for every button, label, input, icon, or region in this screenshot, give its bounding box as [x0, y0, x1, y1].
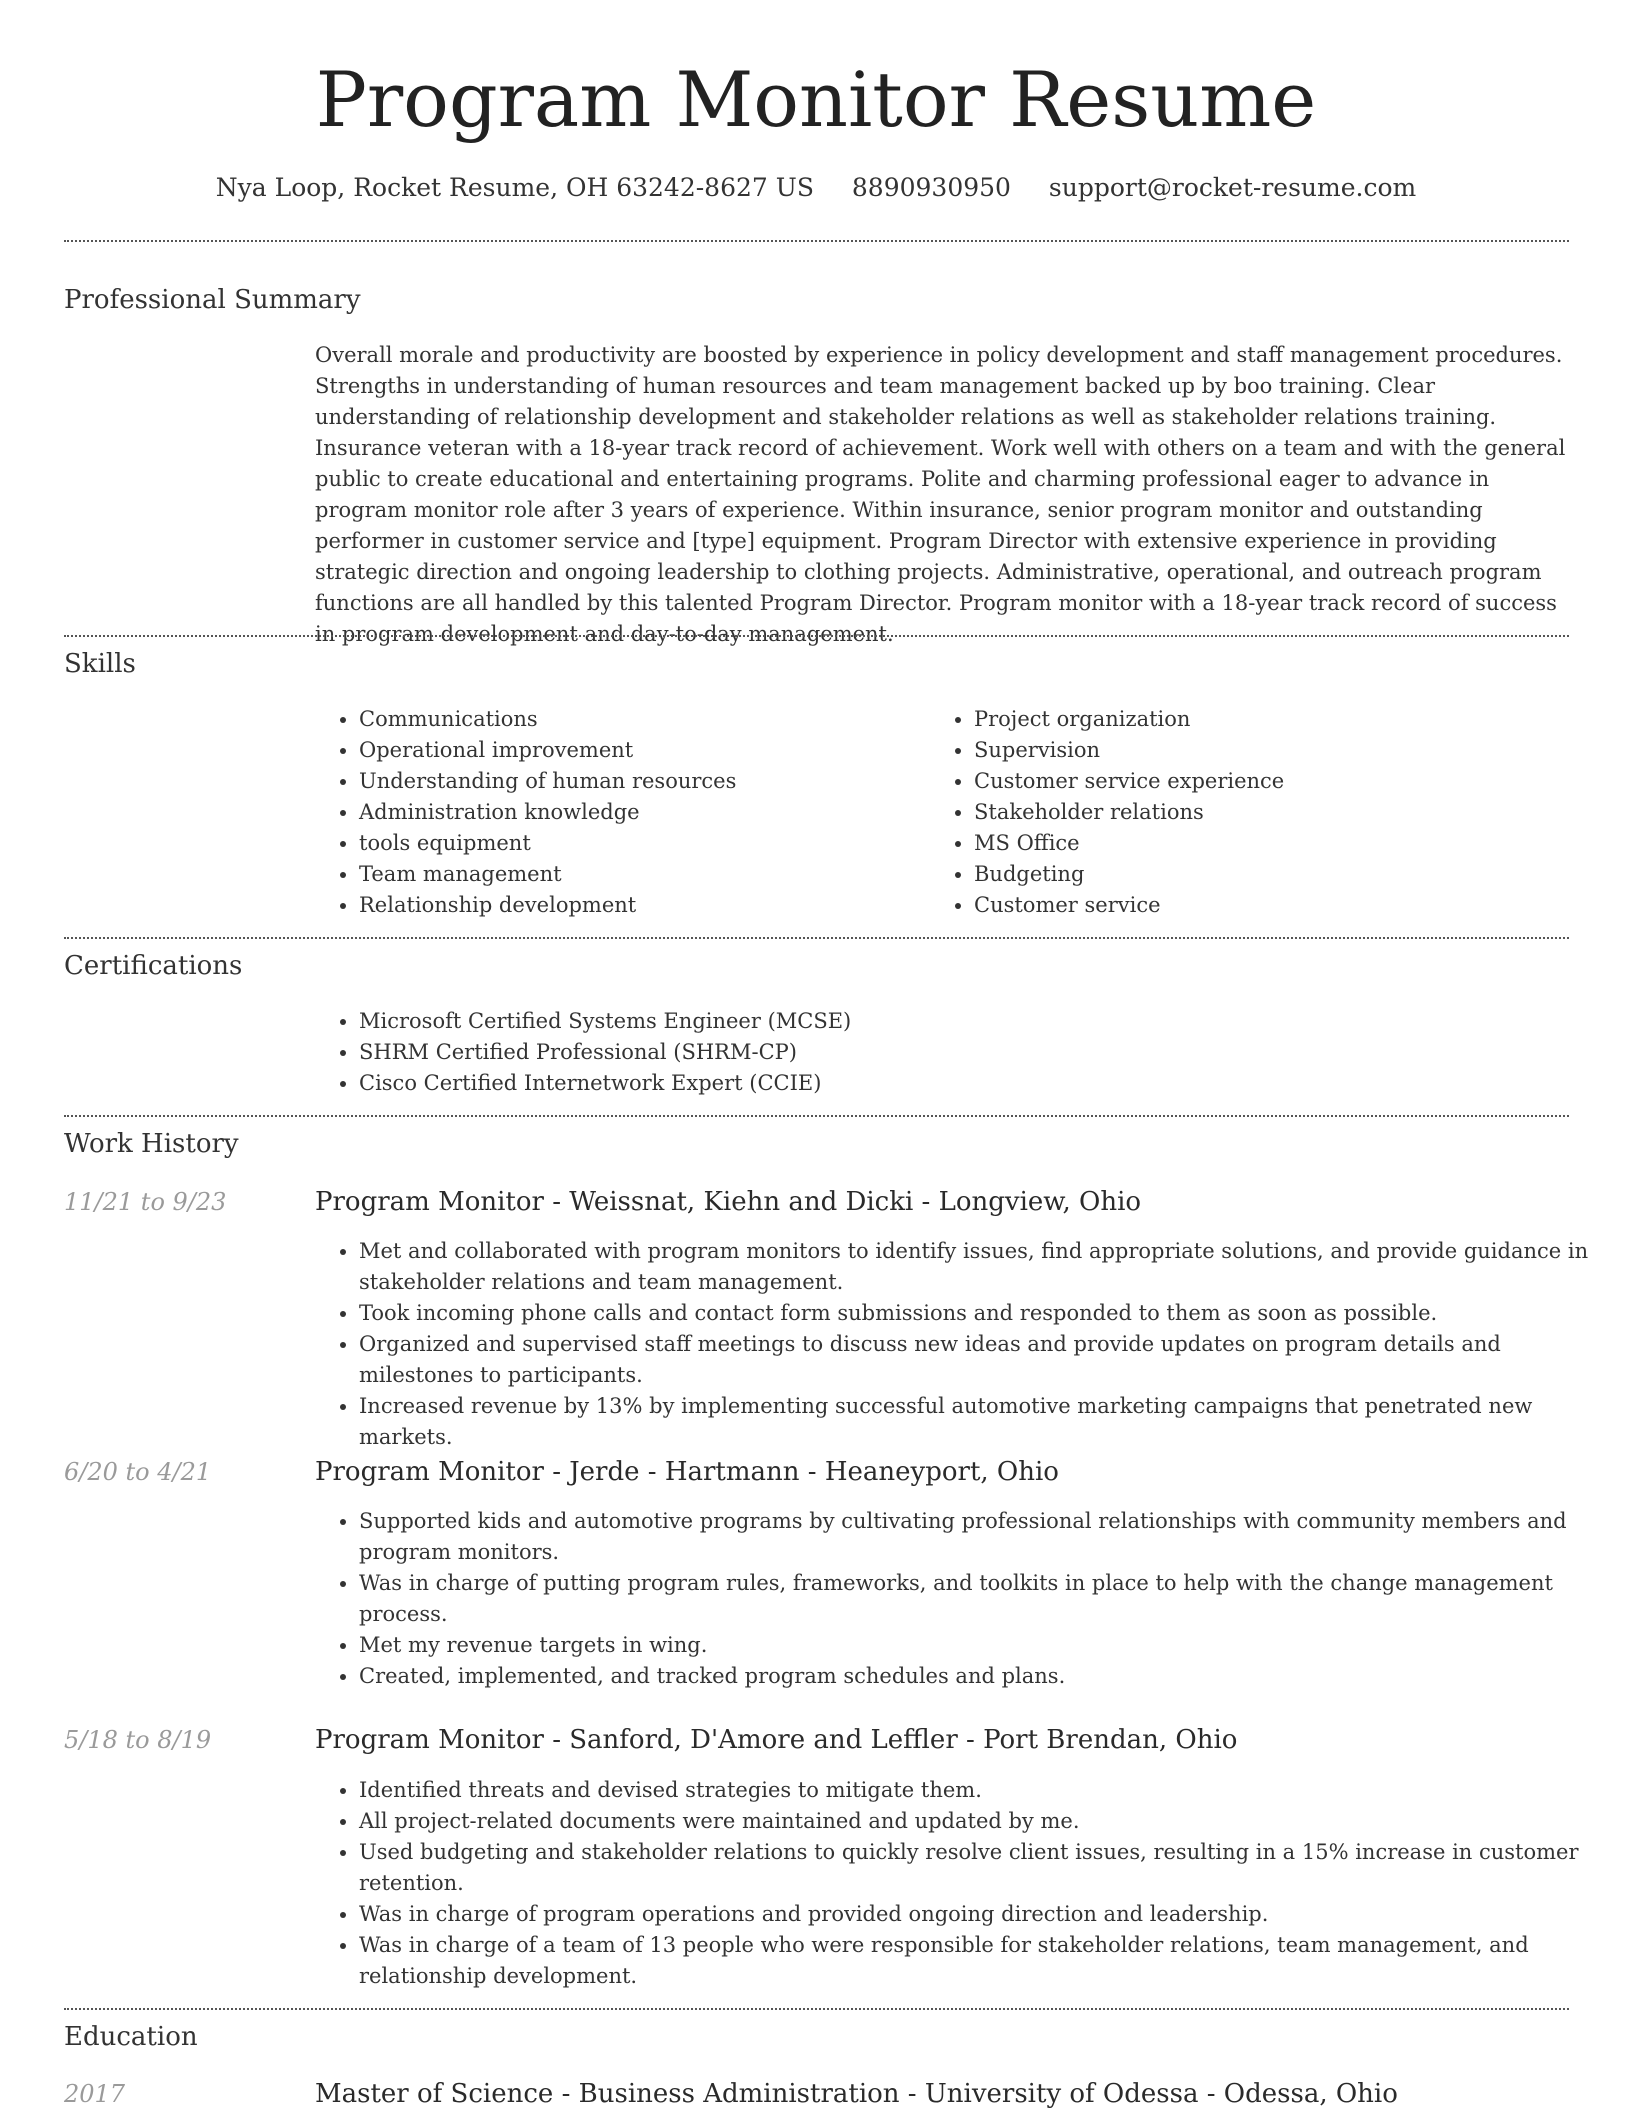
job-bullets [315, 1506, 1613, 1692]
job-dates: 6/20 to 4/21 [64, 1458, 212, 1486]
skill-item: • Customer service experience [974, 766, 1574, 797]
skill-item: • Relationship development [359, 890, 919, 921]
job-bullet: • Identified threats and devised strategies to mitigate them. [359, 1775, 1613, 1806]
skills-list-left [315, 704, 919, 921]
skill-item: • tools equipment [359, 828, 919, 859]
education-year: 2017 [64, 2080, 126, 2108]
skill-item: • MS Office [974, 828, 1574, 859]
job-title: Program Monitor - Jerde - Hartmann - Heaneyport, Ohio [315, 1457, 1059, 1487]
job-dates: 5/18 to 8/19 [64, 1726, 212, 1754]
job-bullet: • Supported kids and automotive programs by cultivating professional relationships with community members and program monitors. [359, 1506, 1613, 1568]
skill-item: • Customer service [974, 890, 1574, 921]
job-title: Program Monitor - Sanford, D'Amore and Leffler - Port Brendan, Ohio [315, 1725, 1238, 1755]
skill-item: • Understanding of human resources [359, 766, 919, 797]
summary-heading: Professional Summary [64, 285, 361, 315]
skill-item: • Stakeholder relations [974, 797, 1574, 828]
job-bullet: • Was in charge of putting program rules, frameworks, and toolkits in place to help with the change management process. [359, 1568, 1613, 1630]
skill-item: • Budgeting [974, 859, 1574, 890]
job-bullets [315, 1236, 1613, 1453]
job-bullet: • Was in charge of a team of 13 people who were responsible for stakeholder relations, team management, and relationship development. [359, 1930, 1613, 1992]
job-bullet: • Organized and supervised staff meetings to discuss new ideas and provide updates on program details and milestones to participants. [359, 1329, 1613, 1391]
job-bullet: • Increased revenue by 13% by implementing successful automotive marketing campaigns that penetrated new markets. [359, 1391, 1613, 1453]
job-bullet: • Was in charge of program operations and provided ongoing direction and leadership. [359, 1899, 1613, 1930]
job-bullet: • Met my revenue targets in wing. [359, 1630, 1613, 1661]
section-divider [64, 635, 1569, 637]
job-bullet: • All project-related documents were maintained and updated by me. [359, 1806, 1613, 1837]
contact-phone: 8890930950 [851, 173, 1011, 202]
skill-item: • Administration knowledge [359, 797, 919, 828]
section-divider [64, 1115, 1569, 1117]
job-bullet: • Created, implemented, and tracked program schedules and plans. [359, 1661, 1613, 1692]
skill-item: • Project organization [974, 704, 1574, 735]
job-title: Program Monitor - Weissnat, Kiehn and Dicki - Longview, Ohio [315, 1187, 1142, 1217]
job-bullet: • Took incoming phone calls and contact form submissions and responded to them as soon as possible. [359, 1298, 1613, 1329]
contact-address: Nya Loop, Rocket Resume, OH 63242-8627 US [215, 173, 814, 202]
education-title: Master of Science - Business Administration - University of Odessa - Odessa, Ohio [315, 2079, 1398, 2109]
certification-item: • Microsoft Certified Systems Engineer (MCSE) [359, 1006, 1559, 1037]
summary-text: Overall morale and productivity are boosted by experience in policy development and staff management procedures. Strengths in understanding of human resources and team management backed up by boo training. Clear understanding of relationship development and stakeholder relations as well as stakeholder relations training. Insurance veteran with a 18-year track record of achievement. Work well with others on a team and with the general public to create educational and entertaining programs. Polite and charming professional eager to advance in program monitor role after 3 years of experience. Within insurance, senior program monitor and outstanding performer in customer service and [type] equipment. Program Director with extensive experience in providing strategic direction and ongoing leadership to clothing projects. Administrative, operational, and outreach program functions are all handled by this talented Program Director. Program monitor with a 18-year track record of success in program development and day-to-day management. [315, 343, 1566, 646]
certifications-heading: Certifications [64, 951, 243, 981]
skill-item: • Communications [359, 704, 919, 735]
job-bullet: • Met and collaborated with program monitors to identify issues, find appropriate solutions, and provide guidance in stakeholder relations and team management. [359, 1236, 1613, 1298]
skill-item: • Supervision [974, 735, 1574, 766]
certifications-list [315, 1006, 1559, 1099]
resume-title: Program Monitor Resume [315, 55, 1317, 144]
job-bullets [315, 1775, 1613, 1992]
skill-item: • Team management [359, 859, 919, 890]
job-bullet: • Used budgeting and stakeholder relations to quickly resolve client issues, resulting in a 15% increase in customer retention. [359, 1837, 1613, 1899]
section-divider [64, 2008, 1569, 2010]
section-divider [64, 937, 1569, 939]
work-history-heading: Work History [64, 1129, 239, 1159]
section-divider [64, 240, 1569, 242]
skills-list-right [930, 704, 1574, 921]
education-heading: Education [64, 2022, 198, 2052]
skill-item: • Operational improvement [359, 735, 919, 766]
contact-line [0, 171, 1632, 205]
skills-heading: Skills [64, 649, 136, 679]
certification-item: • Cisco Certified Internetwork Expert (CCIE) [359, 1068, 1559, 1099]
job-dates: 11/21 to 9/23 [64, 1188, 227, 1216]
certification-item: • SHRM Certified Professional (SHRM-CP) [359, 1037, 1559, 1068]
contact-email[interactable]: support@rocket-resume.com [1048, 173, 1417, 202]
